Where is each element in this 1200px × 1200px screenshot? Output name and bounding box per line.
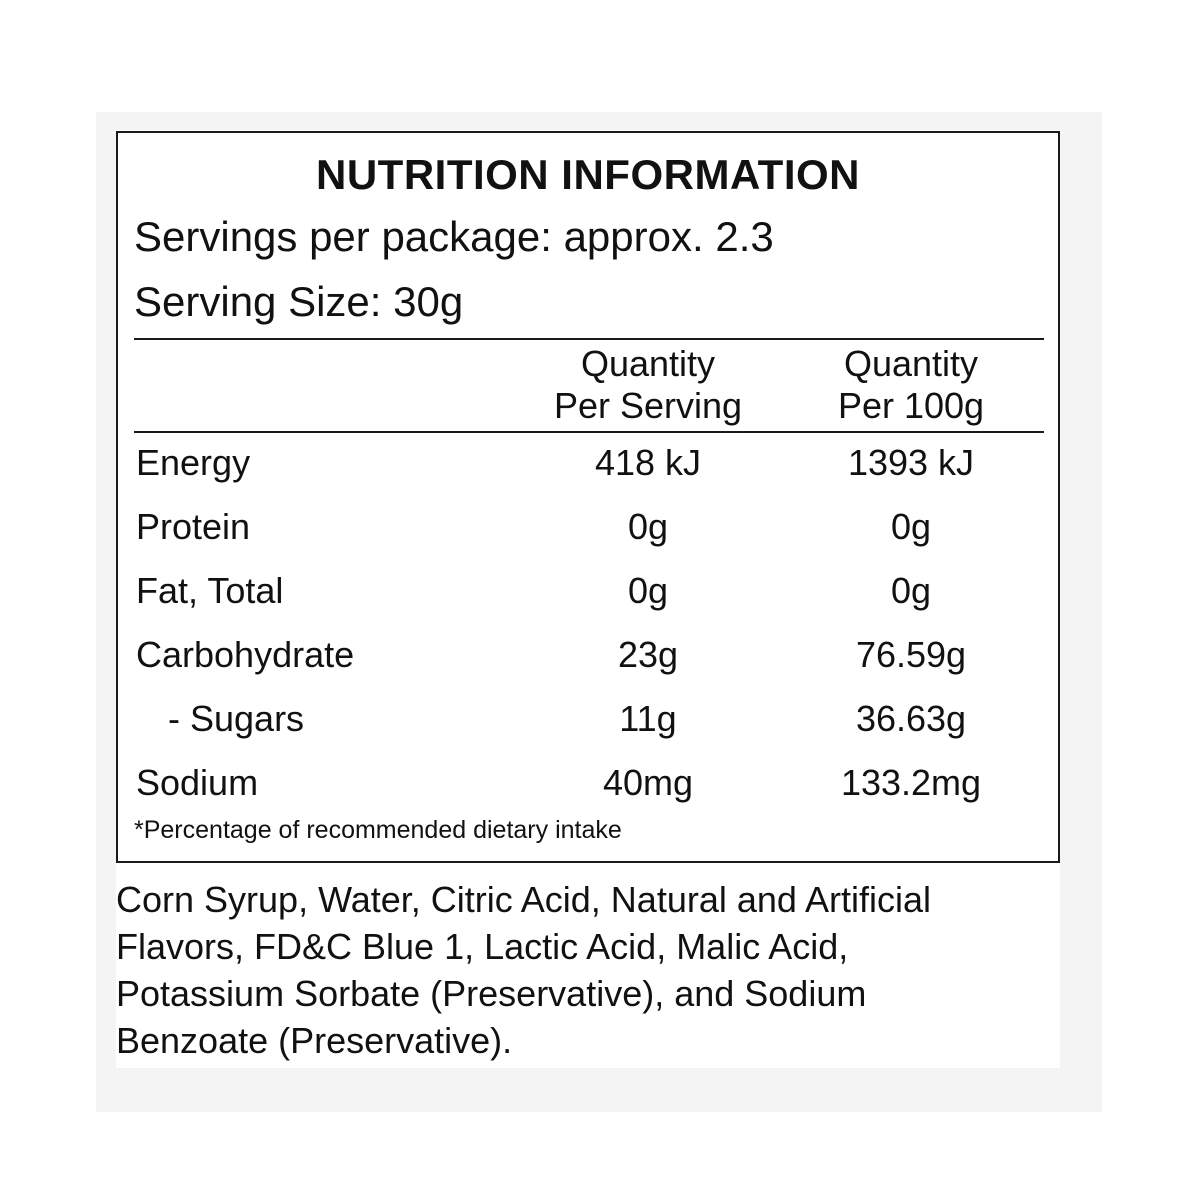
nutrient-name: - Sugars xyxy=(168,698,305,739)
per-100g-value: 1393 kJ xyxy=(847,442,975,483)
serving-size: Serving Size: 30g xyxy=(134,278,464,325)
nutrient-name: Sodium xyxy=(136,762,259,803)
ingredients-line: Potassium Sorbate (Preservative), and Sodium xyxy=(116,973,867,1014)
nutrient-row-protein xyxy=(118,499,1058,555)
per-serving-value: 0g xyxy=(627,570,669,611)
nutrition-label xyxy=(116,131,1060,863)
label-title: NUTRITION INFORMATION xyxy=(316,151,860,198)
per-100g-value: 36.63g xyxy=(855,698,967,739)
ingredients-line: Flavors, FD&C Blue 1, Lactic Acid, Malic Acid, xyxy=(116,926,849,967)
servings-per-package: Servings per package: approx. 2.3 xyxy=(134,213,774,260)
nutrient-row-energy xyxy=(118,435,1058,491)
per-100g-value: 76.59g xyxy=(855,634,967,675)
per-serving-value: 0g xyxy=(627,506,669,547)
ingredients-line: Benzoate (Preservative). xyxy=(116,1020,513,1061)
per-100g-value: 0g xyxy=(890,570,932,611)
per-serving-value: 11g xyxy=(619,698,677,739)
per-serving-value: 40mg xyxy=(602,762,694,803)
divider-header xyxy=(134,431,1044,433)
column-header-line: Quantity xyxy=(843,343,979,384)
nutrient-row-fat-total xyxy=(118,563,1058,619)
per-100g-value: 0g xyxy=(890,506,932,547)
ingredients-text xyxy=(116,876,1016,1064)
column-header-per-serving xyxy=(518,343,778,427)
per-serving-value: 418 kJ xyxy=(594,442,702,483)
nutrient-row-carbohydrate xyxy=(118,627,1058,683)
nutrient-name: Fat, Total xyxy=(136,570,284,611)
nutrient-name: Protein xyxy=(136,506,251,547)
per-serving-value: 23g xyxy=(617,634,679,675)
footnote: *Percentage of recommended dietary intake xyxy=(134,816,622,844)
divider-top xyxy=(134,338,1044,340)
per-100g-value: 133.2mg xyxy=(840,762,982,803)
column-header-per-100g xyxy=(781,343,1041,427)
nutrient-name: Carbohydrate xyxy=(136,634,355,675)
column-header-line: Per Serving xyxy=(553,385,743,426)
nutrient-name: Energy xyxy=(136,442,251,483)
nutrient-row-sodium xyxy=(118,755,1058,811)
nutrient-row-sugars xyxy=(118,691,1058,747)
ingredients-line: Corn Syrup, Water, Citric Acid, Natural and Artificial xyxy=(116,879,931,920)
column-header-line: Per 100g xyxy=(837,385,985,426)
column-header-line: Quantity xyxy=(580,343,716,384)
